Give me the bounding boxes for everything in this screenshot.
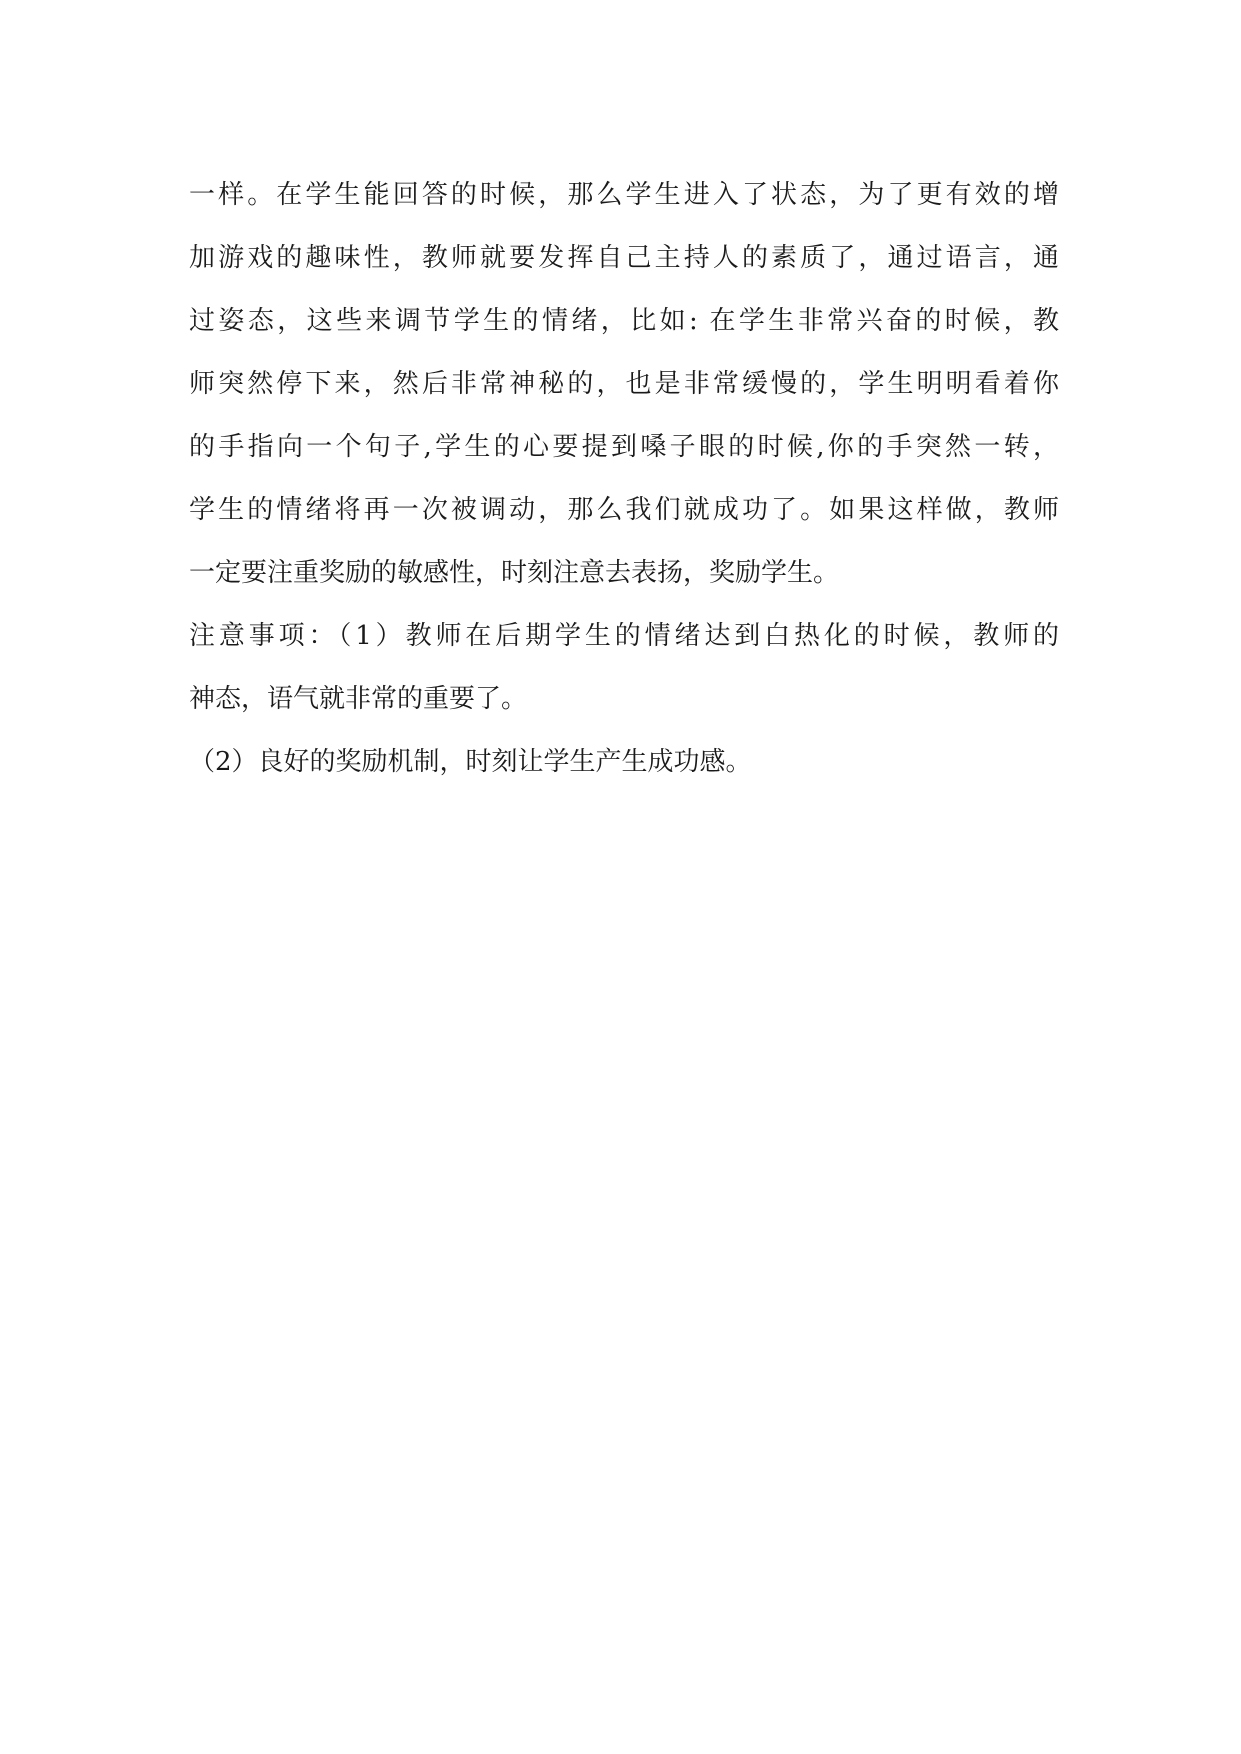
note-line: 注意事项：（1）教师在后期学生的情绪达到白热化的时候，教师的	[189, 621, 1059, 651]
note-line: 神态，语气就非常的重要了。	[189, 684, 528, 714]
main-paragraph	[189, 164, 1059, 605]
paragraph-line: 加游戏的趣味性，教师就要发挥自己主持人的素质了，通过语言，通	[189, 243, 1059, 273]
note-line: （2）良好的奖励机制，时刻让学生产生成功感。	[189, 747, 752, 777]
paragraph-line: 学生的情绪将再一次被调动，那么我们就成功了。如果这样做，教师	[189, 495, 1059, 525]
paragraph-line: 的手指向一个句子,学生的心要提到嗓子眼的时候,你的手突然一转，	[189, 432, 1059, 462]
paragraph-line: 一定要注重奖励的敏感性，时刻注意去表扬，奖励学生。	[189, 558, 840, 588]
paragraph-line: 一样。在学生能回答的时候，那么学生进入了状态，为了更有效的增	[189, 180, 1059, 210]
notes-section	[189, 605, 1059, 794]
document-body	[189, 164, 1059, 794]
paragraph-line: 师突然停下来，然后非常神秘的，也是非常缓慢的，学生明明看着你	[189, 369, 1059, 399]
paragraph-line: 过姿态，这些来调节学生的情绪，比如: 在学生非常兴奋的时候，教	[189, 306, 1059, 336]
